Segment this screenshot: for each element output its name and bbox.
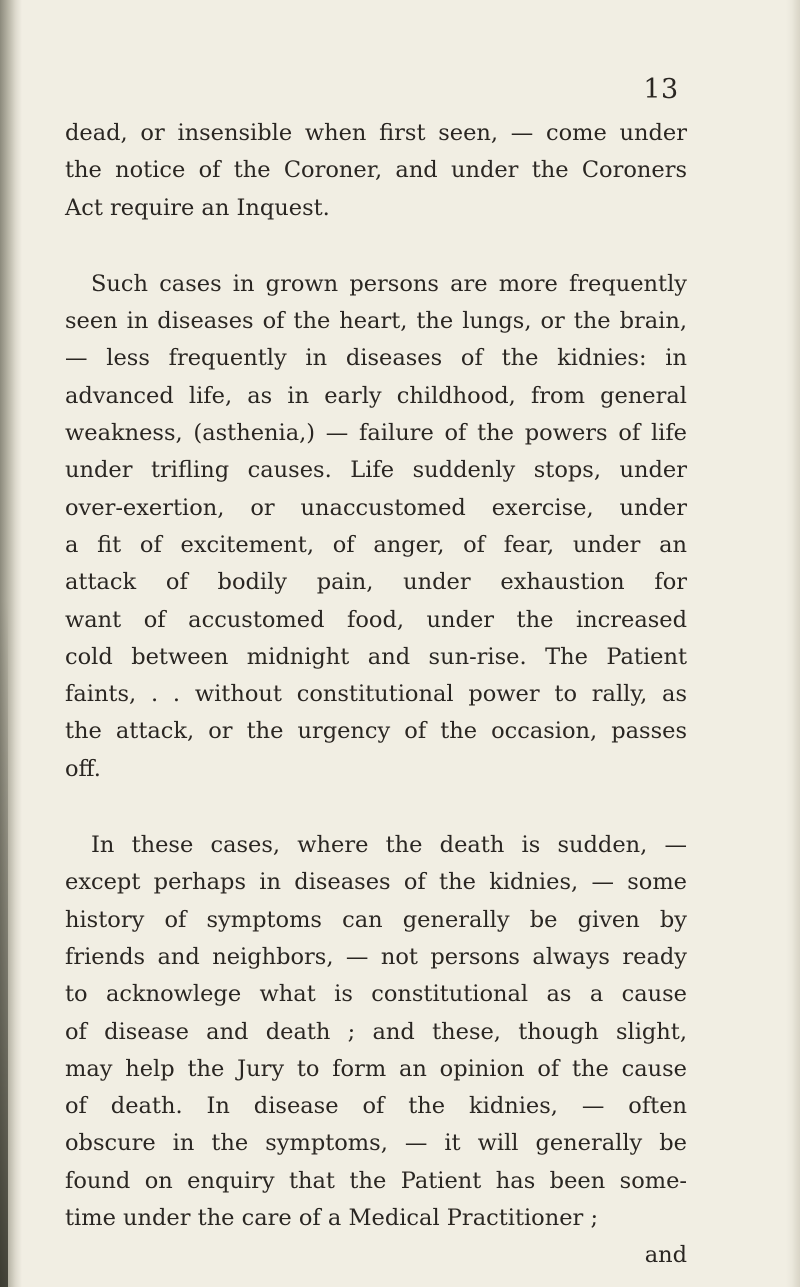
text-line: the attack, or the urgency of the occasion, passes: [65, 718, 687, 745]
text-line: obscure in the symptoms, — it will generally be: [65, 1130, 687, 1157]
text-line: — less frequently in diseases of the kidnies: in: [65, 345, 687, 372]
text-line: cold between midnight and sun-rise. The Patient: [65, 643, 687, 670]
page-number: 13: [643, 74, 679, 105]
text-line: dead, or insensible when first seen, — come under: [65, 120, 687, 146]
text-line: advanced life, as in early childhood, from general: [65, 382, 687, 409]
text-line: attack of bodily pain, under exhaustion for: [65, 569, 687, 596]
text-line: except perhaps in diseases of the kidnies, — some: [65, 869, 687, 896]
text-line: weakness, (asthenia,) — failure of the powers of life: [65, 420, 687, 447]
body-text: [65, 115, 687, 1275]
text-line: to acknowlege what is constitutional as a cause: [65, 981, 687, 1008]
paragraph-1: [65, 115, 687, 227]
text-line: a fit of excitement, of anger, of fear, under an: [65, 531, 687, 558]
page-right-edge: [786, 0, 800, 1287]
page-binding-edge: [0, 600, 8, 1287]
text-line: Such cases in grown persons are more frequently: [91, 270, 687, 297]
paragraph-2: [65, 266, 687, 788]
text-line: history of symptoms can generally be given by: [65, 906, 687, 933]
catchword: and: [644, 1242, 687, 1269]
text-line: want of accustomed food, under the increased: [65, 606, 687, 633]
text-line: In these cases, where the death is sudden, —: [91, 832, 687, 859]
text-line: the notice of the Coroner, and under the Coroners: [65, 157, 687, 184]
text-line: Act require an Inquest.: [65, 194, 330, 221]
text-line: over-exertion, or unaccustomed exercise, under: [65, 494, 687, 521]
text-line: time under the care of a Medical Practitioner ;: [65, 1205, 599, 1232]
text-line: of disease and death ; and these, though slight,: [65, 1018, 687, 1045]
text-line: under trifling causes. Life suddenly stops, under: [65, 457, 687, 484]
text-line: may help the Jury to form an opinion of the cause: [65, 1055, 687, 1082]
text-line: seen in diseases of the heart, the lungs, or the brain,: [65, 308, 687, 335]
text-line: found on enquiry that the Patient has been some-: [65, 1167, 687, 1194]
text-line: faints, . . without constitutional power to rally, as: [65, 681, 687, 708]
text-line: off.: [65, 755, 101, 782]
text-line: friends and neighbors, — not persons always ready: [65, 943, 687, 970]
text-line: of death. In disease of the kidnies, — often: [65, 1093, 687, 1120]
paragraph-3: [65, 827, 687, 1237]
